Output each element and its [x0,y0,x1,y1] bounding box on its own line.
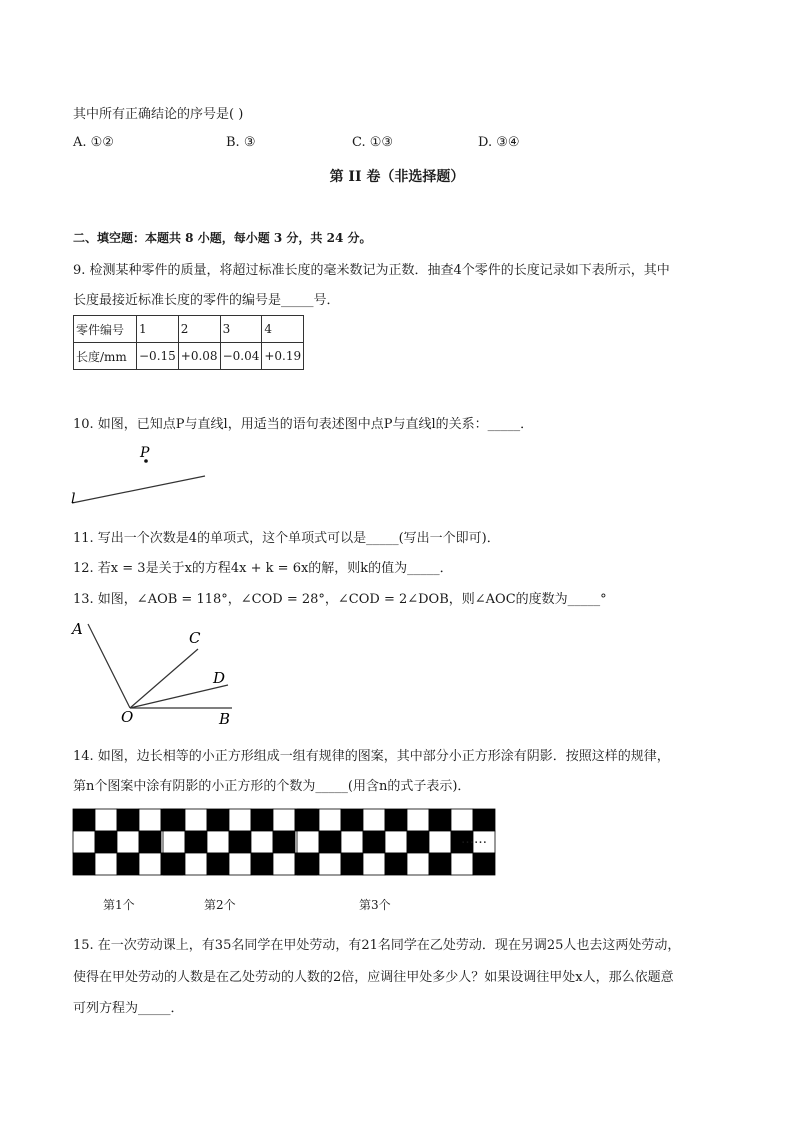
prev-question-stem: 其中所有正确结论的序号是( ) [73,107,244,122]
shaded-square [229,831,251,853]
blank-square [363,853,385,875]
shaded-square [297,809,319,831]
q14-line2: 第n个图案中涂有阴影的小正方形的个数为_____(用含n的式子表示)． [73,779,471,794]
q9-line2: 长度最接近标准长度的零件的编号是_____号． [73,293,340,308]
blank-square [117,831,139,853]
q13-text: 13. 如图，∠AOB = 118°，∠COD = 28°，∠COD = 2∠DOB，则∠AOC的度数为_____° [73,592,607,607]
table-cell: 2 [178,316,220,343]
table-cell: −0.15 [137,343,179,370]
table-row [74,316,304,343]
blank-square [407,809,429,831]
blank-square [95,853,117,875]
ray-oc [130,649,198,708]
label-l: l [71,491,76,507]
blank-square [363,809,385,831]
table-cell: 长度/mm [74,343,137,370]
pattern-1-label: 第1个 [103,898,135,912]
blank-square [319,853,341,875]
q15-line1: 15. 在一次劳动课上，有35名同学在甲处劳动，有21名同学在乙处劳动．现在另调25人也去这两处劳动， [73,938,681,953]
blank-square [73,831,95,853]
shaded-square [117,809,139,831]
blank-square [273,809,295,831]
table-cell: 1 [137,316,179,343]
blank-square [451,809,473,831]
shaded-square [385,853,407,875]
shaded-square [185,831,207,853]
pattern-2 [162,808,318,876]
blank-square [407,853,429,875]
blank-square [341,831,363,853]
shaded-square [251,809,273,831]
shaded-square [473,853,495,875]
blank-square [139,853,161,875]
blank-square [95,809,117,831]
label-o: O [121,708,134,726]
angle-figure [66,612,246,727]
blank-square [429,831,451,853]
blank-square [319,809,341,831]
option-b: B. ③ [226,135,256,150]
label-b: B [219,710,231,727]
shaded-square [73,853,95,875]
shaded-square [429,853,451,875]
shaded-square [163,809,185,831]
line-l [72,476,205,503]
blank-square [229,809,251,831]
shaded-square [117,853,139,875]
label-d: D [213,669,226,687]
q9-line1: 9. 检测某种零件的质量，将超过标准长度的毫米数记为正数．抽查4个零件的长度记录如下表所示，其中 [73,263,670,278]
ray-od [130,685,228,708]
blank-square [163,831,185,853]
pattern-ellipsis: …… [461,832,487,847]
pattern-2-label: 第2个 [204,898,236,912]
table-cell: −0.04 [220,343,262,370]
q10-text: 10. 如图，已知点P与直线l，用适当的语句表述图中点P与直线l的关系：_____． [73,417,534,432]
shaded-square [163,853,185,875]
pattern-3-label: 第3个 [359,898,391,912]
option-c: C. ①③ [352,135,394,150]
shaded-square [341,853,363,875]
shaded-square [297,853,319,875]
table-cell: 3 [220,316,262,343]
q14-line1: 14. 如图，边长相等的小正方形组成一组有规律的图案，其中部分小正方形涂有阴影．按照这样的规律， [73,749,670,764]
label-a: A [72,620,83,638]
shaded-square [319,831,341,853]
shaded-square [385,809,407,831]
blank-square [297,831,319,853]
table-cell: 4 [262,316,304,343]
shaded-square [73,809,95,831]
blank-square [385,831,407,853]
blank-square [273,853,295,875]
ray-oa [88,624,130,708]
table-row [74,343,304,370]
label-c: C [189,629,201,647]
shaded-square [363,831,385,853]
table-cell: 零件编号 [74,316,137,343]
table-cell: +0.19 [262,343,304,370]
q15-line3: 可列方程为_____． [73,1001,184,1016]
shaded-square [207,853,229,875]
blank-square [229,853,251,875]
blank-square [139,809,161,831]
option-a: A. ①② [73,135,114,150]
shaded-square [429,809,451,831]
blank-square [251,831,273,853]
shaded-square [95,831,117,853]
shaded-square [273,831,295,853]
shaded-square [251,853,273,875]
blank-square [207,831,229,853]
length-table [73,315,304,370]
point-line-figure [60,440,220,510]
section-title: 第 II 卷（非选择题） [329,169,465,185]
shaded-square [207,809,229,831]
table-cell: +0.08 [178,343,220,370]
blank-square [451,853,473,875]
q12-text: 12. 若x = 3是关于x的方程4x + k = 6x的解，则k的值为_____． [73,561,453,576]
option-d: D. ③④ [478,135,520,150]
q11-text: 11. 写出一个次数是4的单项式，这个单项式可以是_____(写出一个即可)． [73,531,500,546]
q15-line2: 使得在甲处劳动的人数是在乙处劳动的人数的2倍，应调往甲处多少人？如果设调往甲处x人，那么依题意 [73,970,674,985]
shaded-square [341,809,363,831]
shaded-square [139,831,161,853]
shaded-square [473,809,495,831]
label-p: P [140,445,150,461]
shaded-square [407,831,429,853]
part2-header: 二、填空题：本题共 8 小题，每小题 3 分，共 24 分。 [73,231,372,245]
blank-square [185,853,207,875]
blank-square [185,809,207,831]
